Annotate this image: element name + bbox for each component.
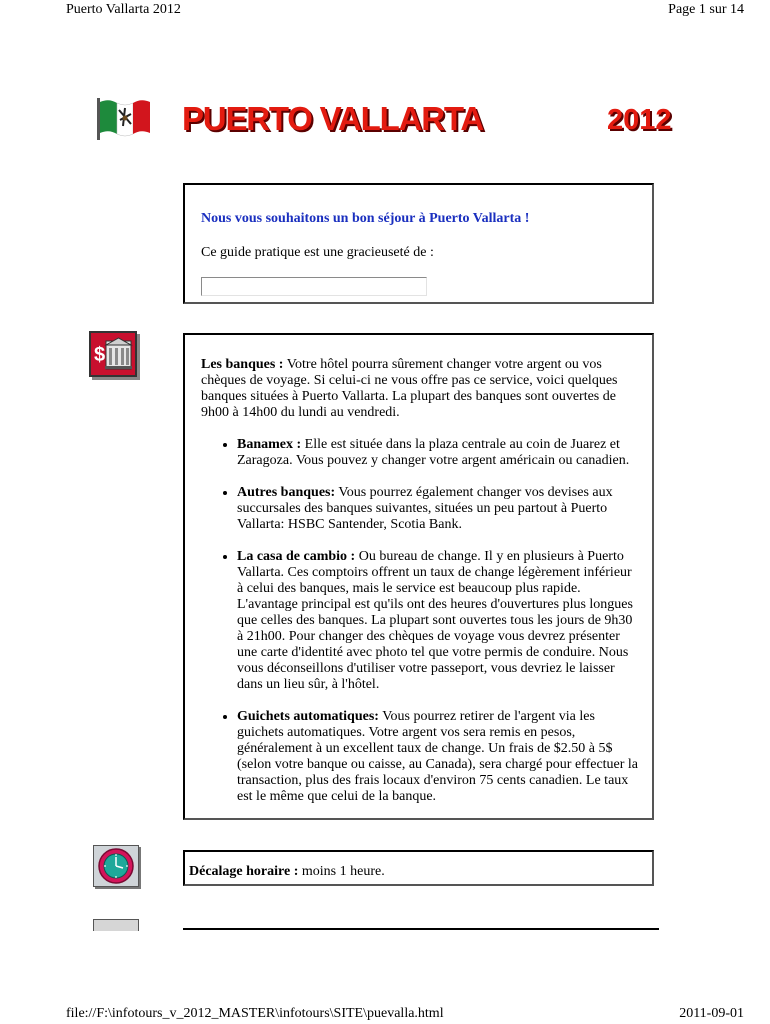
list-item-text: Elle est située dans la plaza centrale au coin de Juarez et Zaragoza. Vous pouvez y changer votre argent américain ou canadien. [237, 437, 630, 468]
title-year: 2012 [607, 104, 672, 136]
print-date: 2011-09-01 [679, 1006, 744, 1021]
list-item-label: La casa de cambio : [237, 549, 356, 564]
welcome-heading: Nous vous souhaitons un bon séjour à Puerto Vallarta ! [201, 211, 530, 226]
time-difference-box [183, 850, 654, 886]
list-item-label: Guichets automatiques: [237, 709, 379, 724]
file-path: file://F:\infotours_v_2012_MASTER\infotours\SITE\puevalla.html [66, 1006, 444, 1021]
mexico-flag-icon [95, 96, 153, 140]
page-title: PUERTO VALLARTA [182, 100, 483, 137]
list-item [237, 485, 641, 533]
banks-intro [201, 357, 641, 421]
time-difference-label: Décalage horaire : [189, 864, 299, 879]
list-item-text: Vous pourrez également changer vos devises aux succursales des banques suivantes, situées un peu partout à Puerto Vallarta: HSBC Santender, Scotia Bank. [237, 485, 613, 532]
list-item-label: Banamex : [237, 437, 302, 452]
section-divider [183, 928, 659, 930]
banks-list [201, 437, 641, 805]
banks-section [183, 333, 654, 820]
banks-intro-text: Votre hôtel pourra sûrement changer votre argent ou vos chèques de voyage. Si celui-ci ne vous offre pas ce service, voici quelques banques situées à Puerto Vallarta. La plupart des banques sont ouvertes de 9h00 à 14h00 du lundi au vendredi. [201, 357, 618, 420]
list-item [237, 437, 641, 469]
welcome-box [183, 183, 654, 304]
list-item [237, 709, 641, 805]
page-header-title: Puerto Vallarta 2012 [66, 2, 181, 17]
list-item-text: Ou bureau de change. Il y en plusieurs à Puerto Vallarta. Ces comptoirs offrent un taux de change légèrement inférieur à celui des banques, mais le service est beaucoup plus rapide. L'avantage principal est qu'ils ont des heures d'ouvertures plus longues que celles des banques. La plupart sont ouvertes tous les jours de 9h30 à 21h00. Pour changer des chèques de voyage vous devrez présenter une carte d'identité avec photo tel que votre permis de conduire. Nous vous déconseillons d'utiliser votre passeport, vous devriez le laisser dans un lieu sûr, à l'hôtel. [237, 549, 633, 692]
time-difference [189, 864, 385, 880]
partial-icon [93, 919, 139, 931]
page-number: Page 1 sur 14 [668, 2, 744, 17]
svg-text:$: $ [94, 344, 106, 366]
clock-icon [93, 845, 139, 887]
courtesy-text: Ce guide pratique est une gracieuseté de : [201, 245, 434, 260]
banks-body [201, 357, 641, 805]
bank-dollar-icon [89, 331, 137, 377]
banks-intro-label: Les banques : [201, 357, 284, 372]
courtesy-field[interactable] [201, 277, 427, 296]
list-item-label: Autres banques: [237, 485, 336, 500]
time-difference-text: moins 1 heure. [298, 864, 385, 879]
list-item-text: Vous pourrez retirer de l'argent via les guichets automatiques. Votre argent vos sera remis en pesos, généralement à un excellent taux de change. Un frais de $2.50 à 5$ (selon votre banque ou caisse, au Canada), sera chargé pour effectuer la transaction, plus des frais locaux d'environ 75 cents canadien. Le taux est le même que celui de la banque. [237, 709, 639, 804]
list-item [237, 549, 641, 693]
